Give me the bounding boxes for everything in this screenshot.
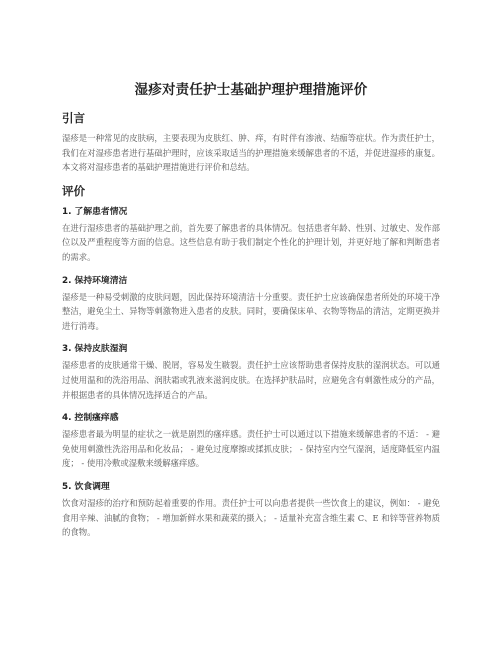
item-paragraph: 湿疹患者的皮肤通常干燥、脱屑，容易发生皲裂。责任护士应该帮助患者保持皮肤的湿润状态。可以通过使用温和的洗浴用品、润肤霜或乳液来滋润皮肤。在选择护肤品时，应避免含有刺激性成分的产品，并根据患者的具体情况选择适合的产品。: [62, 360, 440, 400]
item-heading: 1. 了解患者情况: [62, 206, 128, 217]
item-paragraph: 湿疹是一种易受刺激的皮肤问题，因此保持环境清洁十分重要。责任护士应该确保患者所处的环境干净整洁，避免尘土、异物等刺激物进入患者的皮肤。同时，要确保床单、衣物等物品的清洁，定期更换并进行消毒。: [62, 291, 440, 331]
evaluation-item-2: [62, 273, 440, 334]
evaluation-item-3: [62, 341, 440, 402]
document-title: 湿疹对责任护士基础护理护理措施评价: [134, 82, 368, 98]
evaluation-heading: 评价: [62, 183, 85, 198]
evaluation-item-1: [62, 204, 440, 265]
item-paragraph: 在进行湿疹患者的基础护理之前，首先要了解患者的具体情况。包括患者年龄、性别、过敏史、发作部位以及严重程度等方面的信息。这些信息有助于我们制定个性化的护理计划，并更好地了解和判断患者的需求。: [62, 222, 440, 262]
intro-paragraph: 湿疹是一种常见的皮肤病，主要表现为皮肤红、肿、痒，有时伴有渗液、结痂等症状。作为责任护士，我们在对湿疹患者进行基础护理时，应该采取适当的护理措施来缓解患者的不适，并促进湿疹的康复。本文将对湿疹患者的基础护理措施进行评价和总结。: [62, 133, 440, 173]
item-heading: 3. 保持皮肤湿润: [62, 344, 128, 355]
intro-heading: 引言: [62, 111, 85, 125]
item-paragraph: 湿疹患者最为明显的症状之一就是剧烈的瘙痒感。责任护士可以通过以下措施来缓解患者的不适： - 避免使用刺激性洗浴用品和化妆品； - 避免过度摩擦或揉抓皮肤； - 保持室内空气湿润，适度降低室内温度； - 使用冷敷或湿敷来缓解瘙痒感。: [62, 429, 440, 469]
item-paragraph: 饮食对湿疹的治疗和预防起着重要的作用。责任护士可以向患者提供一些饮食上的建议，例如： - 避免食用辛辣、油腻的食物； - 增加新鲜水果和蔬菜的摄入； - 适量补充富含维生素 C、E 和锌等营养物质的食物。: [62, 497, 440, 538]
item-heading: 5. 饮食调理: [62, 481, 110, 492]
item-heading: 4. 控制瘙痒感: [62, 413, 119, 424]
intro-section: [62, 110, 440, 175]
item-heading: 2. 保持环境清洁: [62, 275, 128, 286]
evaluation-section: [62, 183, 440, 540]
evaluation-item-5: [62, 479, 440, 540]
evaluation-item-4: [62, 410, 440, 471]
